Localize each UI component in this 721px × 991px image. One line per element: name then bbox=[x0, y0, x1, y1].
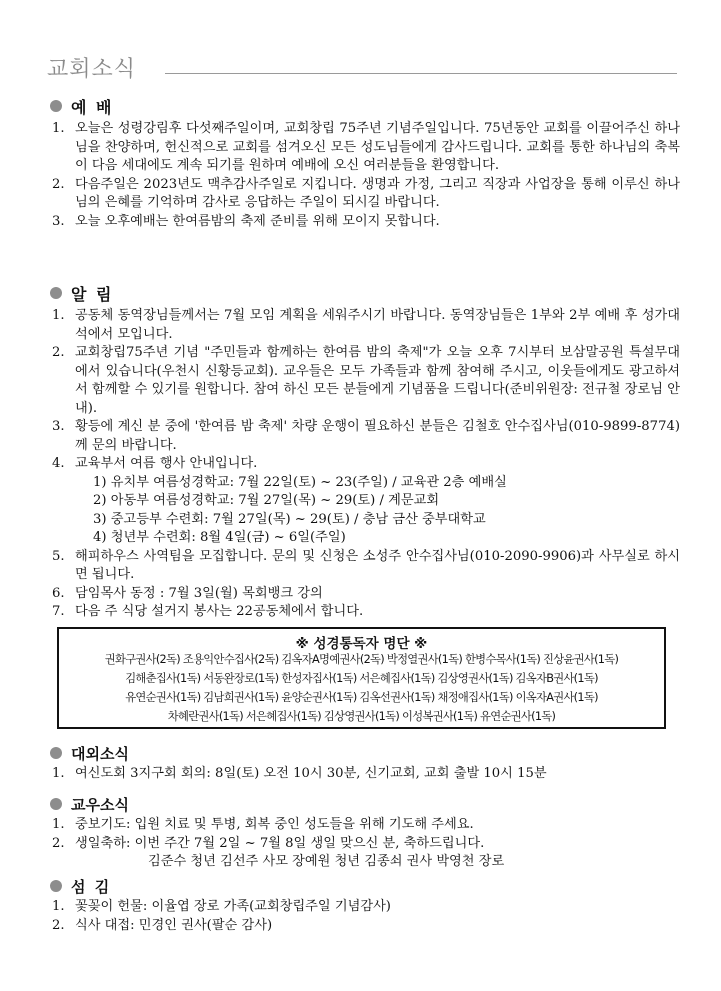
list-item: 2. 교회창립75주년 기념 "주민들과 함께하는 한여름 밤의 축제"가 오늘 오후 7시부터 보삼말공원 특설무대에서 있습니다(우천시 신황등교회). 교우들은 모두 가족들과 함께 참여해 주시고, 이웃들에게도 광고하셔서 함께할 수 있기를 원합니다. 참여 하신 모든 분들에게 기념품을 드립니다(준비위원장: 전규철 장로님 안내). bbox=[52, 345, 680, 416]
bible-readers-row: 유연순권사(1독) 김남희권사(1독) 윤양순권사(1독) 김옥선권사(1독) 채정애집사(1독) 이옥자A권사(1독) bbox=[125, 691, 598, 704]
schedule-item: 3) 중고등부 수련회: 7월 27일(목) ~ 29(토) / 충남 금산 중부대학교 bbox=[93, 511, 486, 527]
bible-readers-title: ※ 성경통독자 명단 ※ bbox=[295, 636, 428, 652]
page-header bbox=[47, 52, 677, 86]
members-section bbox=[50, 793, 680, 872]
list-item: 4. 교육부서 여름 행사 안내입니다. 1) 유치부 여름성경학교: 7월 22일(토) ~ 23(주일) / 교육관 2층 예배실 2) 아동부 여름성경학교: 7월 27일(목) ~ 29(토) / 계문교회 3) 중고등부 수련회: 7월 27일(목) ~ 29(토) / 충남 금산 중부대학교 4) 청년부 수련회: 8월 4일(금) ~ 6일(주일) bbox=[50, 455, 680, 548]
bullet-icon bbox=[50, 798, 62, 810]
service-list bbox=[50, 898, 680, 935]
list-item: 2. 식사 대접: 민경인 권사(팔순 감사) bbox=[52, 917, 273, 933]
notices-section bbox=[50, 282, 680, 622]
schedule-item: 1) 유치부 여름성경학교: 7월 22일(토) ~ 23(주일) / 교육관 2층 예배실 bbox=[93, 474, 507, 490]
list-item: 1. 공동체 동역장님들께서는 7월 모임 계획을 세워주시기 바랍니다. 동역장님들은 1부와 2부 예배 후 성가대석에서 모입니다. bbox=[52, 308, 680, 342]
members-list bbox=[50, 816, 680, 872]
list-item: 1. 꽃꽂이 헌물: 이율엽 장로 가족(교회창립주일 기념감사) bbox=[52, 899, 391, 914]
schedule-item: 4) 청년부 수련회: 8월 4일(금) ~ 6일(주일) bbox=[93, 530, 346, 545]
list-item: 3. 황등에 계신 분 중에 '한여름 밤 축제' 차량 운행이 필요하신 분들은 김철호 안수집사님(010-9899-8774)께 문의 바랍니다. bbox=[52, 419, 680, 453]
birthday-names: 김준수 청년 김선주 사모 장예원 청년 김종쇠 권사 박영천 장로 bbox=[148, 854, 505, 869]
list-item: 2. 생일축하: 이번 주간 7월 2일 ~ 7월 8일 생일 맞으신 분, 축하드립니다. 김준수 청년 김선주 사모 장예원 청년 김종쇠 권사 박영천 장로 bbox=[50, 835, 680, 872]
list-item: 5. 해피하우스 사역팀을 모집합니다. 문의 및 신청은 소성주 안수집사님(010-2090-9906)과 사무실로 하시면 됩니다. bbox=[52, 548, 680, 582]
bible-readers-row: 권화구권사(2독) 조용익안수집사(2독) 김옥자A명예권사(2독) 박정열권사(1독) 한병수목사(1독) 진상윤권사(1독) bbox=[104, 653, 619, 666]
external-section bbox=[50, 742, 680, 784]
bible-readers-row: 김해춘집사(1독) 서동완장로(1독) 한성자집사(1독) 서은혜집사(1독) 김상영권사(1독) 김옥자B권사(1독) bbox=[125, 672, 598, 685]
external-list bbox=[50, 765, 680, 784]
education-schedule bbox=[75, 474, 680, 548]
notices-heading: 알 림 bbox=[50, 282, 680, 304]
list-item: 6. 담임목사 동정 : 7월 3일(월) 목회뱅크 강의 bbox=[52, 585, 323, 601]
external-heading: 대외소식 bbox=[50, 742, 680, 764]
list-item: 7. 다음 주 식당 설거지 봉사는 22공동체에서 합니다. bbox=[52, 604, 364, 619]
schedule-item: 2) 아동부 여름성경학교: 7월 27일(목) ~ 29(토) / 계문교회 bbox=[93, 493, 440, 508]
list-item: 1. 여신도회 3지구회 회의: 8일(토) 오전 10시 30분, 신기교회, 교회 출발 10시 15분 bbox=[52, 766, 547, 781]
list-item: 2. 다음주일은 2023년도 맥추감사주일로 지킵니다. 생명과 가정, 그리고 직장과 사업장을 통해 이루신 하나님의 은혜를 기억하며 감사로 응답하는 주일이 되시길 바랍니다. bbox=[52, 176, 680, 210]
bullet-icon bbox=[50, 880, 62, 892]
worship-heading: 예 배 bbox=[50, 95, 680, 117]
service-section bbox=[50, 875, 680, 935]
bullet-icon bbox=[50, 287, 62, 299]
page-title: 교회소식 bbox=[47, 57, 137, 82]
members-heading: 교우소식 bbox=[50, 793, 680, 815]
notices-list bbox=[50, 307, 680, 622]
list-item: 3. 오늘 오후예배는 한여름밤의 축제 준비를 위해 모이지 못합니다. bbox=[52, 213, 440, 229]
worship-section bbox=[50, 95, 680, 231]
worship-list bbox=[50, 120, 680, 231]
service-heading: 섬 김 bbox=[50, 875, 680, 897]
title-divider bbox=[165, 73, 677, 74]
list-item: 1. 오늘은 성령강림후 다섯째주일이며, 교회창립 75주년 기념주일입니다. 75년동안 교회를 이끌어주신 하나님을 찬양하며, 헌신적으로 교회를 섬겨오신 모든 성도님들에게 감사드립니다. 교회를 통한 하나님의 축복이 다음 세대에도 계속 되기를 원하며 예배에 오신 여러분들을 환영합니다. bbox=[52, 121, 680, 173]
bullet-icon bbox=[50, 747, 62, 759]
bible-readers-box bbox=[57, 627, 666, 729]
list-item: 1. 중보기도: 입원 치료 및 투병, 회복 중인 성도들을 위해 기도해 주세요. bbox=[52, 817, 474, 832]
bible-readers-row: 차혜란권사(1독) 서은혜집사(1독) 김상영권사(1독) 이성복권사(1독) 유연순권사(1독) bbox=[167, 710, 556, 723]
bullet-icon bbox=[50, 100, 62, 112]
